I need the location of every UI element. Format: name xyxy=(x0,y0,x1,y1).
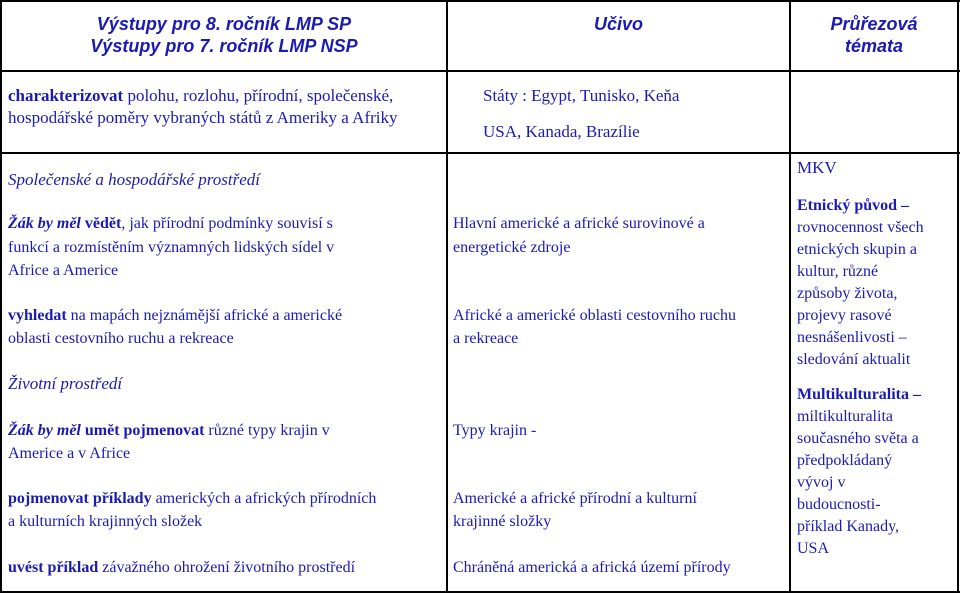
output-examples-line2: a kulturních krajinných složek xyxy=(8,513,203,530)
curriculum-resources-line2: energetické zdroje xyxy=(453,239,571,256)
theme-multicultural-line: současného světa a xyxy=(797,430,919,447)
output-name-landscapes-line2: Americe a v Africe xyxy=(8,445,131,462)
theme-ethnic-line: sledování aktualit xyxy=(797,351,911,368)
section-title-environment: Životní prostředí xyxy=(8,374,123,393)
table-border-top xyxy=(0,0,960,2)
curriculum-landscape-components-line2: krajinné složky xyxy=(453,513,552,530)
curriculum-tourism-line2: a rekreace xyxy=(453,330,519,347)
header-curriculum: Učivo xyxy=(593,14,644,34)
output-examples xyxy=(8,489,376,508)
verb-find: vyhledat xyxy=(8,307,67,324)
student-should-2: Žák by měl xyxy=(8,422,81,439)
output-threat-text: závažného ohrožení životního prostředí xyxy=(98,559,356,576)
output-know-line3: Africe a Americe xyxy=(8,262,119,279)
theme-ethnic-line: rovnocennost všech xyxy=(797,219,924,236)
table-border-left xyxy=(0,0,2,593)
output-know-line2: funkcí a rozmístěním významných lidských sídel v xyxy=(8,239,335,256)
theme-multicultural-line: předpokládaný xyxy=(797,452,893,469)
output-name-landscapes xyxy=(8,421,330,440)
output-threat xyxy=(8,558,355,577)
header-themes-line1: Průřezová xyxy=(830,14,918,34)
curriculum-states-america: USA, Kanada, Brazílie xyxy=(483,122,640,141)
output-know-text: , jak přírodní podmínky souvisí s xyxy=(121,215,333,232)
curriculum-landscape-types: Typy krajin - xyxy=(453,422,537,439)
curriculum-states-africa: Státy : Egypt, Tunisko, Keňa xyxy=(483,86,680,105)
header-themes-line2: témata xyxy=(844,36,904,56)
curriculum-protected-areas: Chráněná americká a africká území přírody xyxy=(453,559,731,576)
curriculum-resources-line1: Hlavní americké a africké surovinové a xyxy=(453,215,705,232)
header-outputs-line1: Výstupy pro 8. ročník LMP SP xyxy=(96,14,352,34)
output-find-text: na mapách nejznámější africké a americké xyxy=(66,307,343,324)
verb-name: umět pojmenovat xyxy=(84,422,205,439)
student-should: Žák by měl xyxy=(8,215,81,232)
output-know xyxy=(8,214,333,233)
curriculum-landscape-components-line1: Americké a africké přírodní a kulturní xyxy=(453,490,697,507)
theme-multicultural-line: USA xyxy=(797,540,830,557)
row-divider-states xyxy=(0,152,960,154)
theme-ethnic-line: etnických skupin a xyxy=(797,241,917,258)
output-characterize-text: polohu, rozlohu, přírodní, společenské, xyxy=(123,86,394,105)
output-name-text: různé typy krajin v xyxy=(204,422,330,439)
theme-multicultural-line: vývoj v xyxy=(797,474,846,491)
verb-examples: příklady xyxy=(88,490,152,507)
header-outputs-line2: Výstupy pro 7. ročník LMP NSP xyxy=(90,36,358,56)
table-border-right xyxy=(957,0,959,593)
verb-name-examples: pojmenovat xyxy=(8,490,89,507)
curriculum-tourism-line1: Africké a americké oblasti cestovního ruchu xyxy=(453,307,736,324)
theme-multicultural-line: příklad Kanady, xyxy=(797,518,900,535)
row-divider-header xyxy=(0,70,960,72)
section-title-social: Společenské a hospodářské prostředí xyxy=(8,170,260,189)
theme-ethnic-line: kultur, různé xyxy=(797,263,879,280)
output-characterize xyxy=(8,86,393,105)
verb-characterize: charakterizovat xyxy=(8,86,124,105)
theme-ethnic-line: nesnášenlivosti – xyxy=(797,329,907,346)
column-divider-1 xyxy=(446,0,448,593)
output-find-line2: oblasti cestovního ruchu a rekreace xyxy=(8,330,234,347)
output-examples-text: amerických a afrických přírodních xyxy=(151,490,377,507)
theme-multicultural-line: budoucnosti- xyxy=(797,496,881,513)
theme-multicultural-line: miltikulturalita xyxy=(797,408,893,425)
theme-mkv: MKV xyxy=(797,158,837,177)
output-find xyxy=(8,306,342,325)
theme-ethnic-title: Etnický původ – xyxy=(797,197,910,214)
theme-ethnic-line: projevy rasové xyxy=(797,307,892,324)
theme-multicultural-title: Multikulturalita – xyxy=(797,386,922,403)
table-border-bottom xyxy=(0,591,960,593)
verb-give-example: uvést příklad xyxy=(8,559,99,576)
column-divider-2 xyxy=(789,0,791,593)
theme-ethnic-line: způsoby života, xyxy=(797,285,898,302)
output-characterize-line2: hospodářské poměry vybraných států z Ameriky a Afriky xyxy=(8,108,398,127)
verb-know: vědět xyxy=(84,215,122,232)
